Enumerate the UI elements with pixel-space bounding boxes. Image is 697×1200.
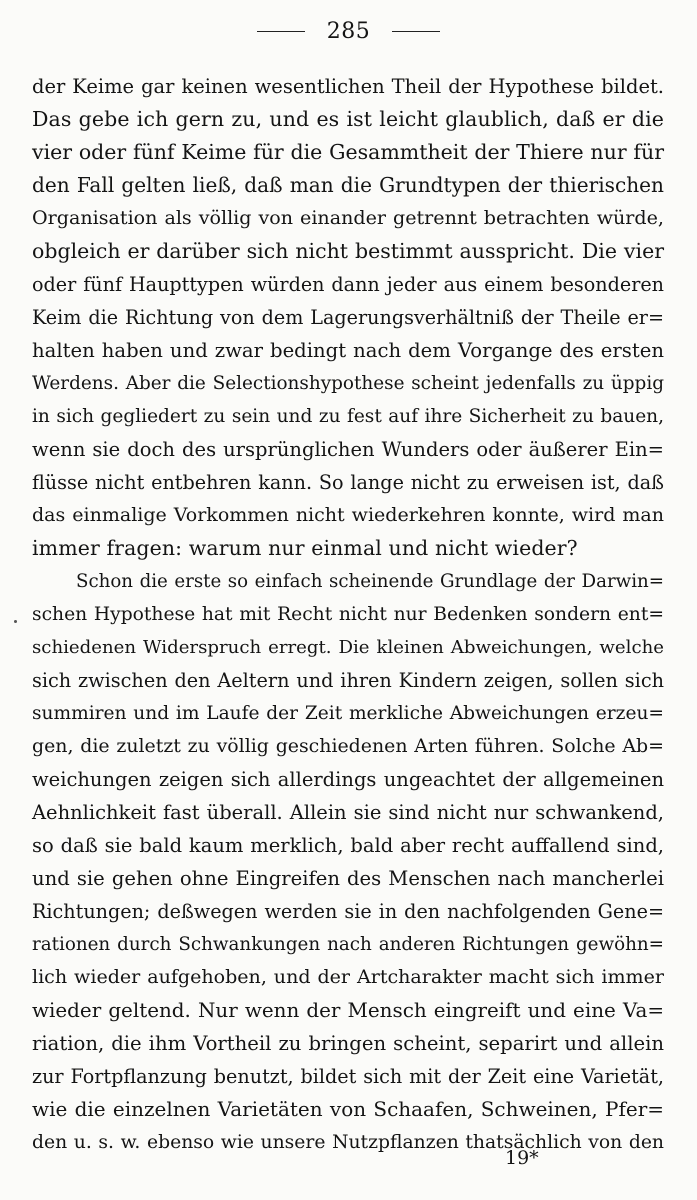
text-line: Keim die Richtung von dem Lagerungsverhältniß der Theile er= [32, 306, 664, 329]
text-line: Organisation als völlig von einander getrennt betrachten würde, [32, 207, 664, 229]
text-line: rationen durch Schwankungen nach anderen Richtungen gewöhn= [32, 934, 664, 955]
paragraph-end-line: immer fragen: warum nur einmal und nicht wieder? [32, 536, 578, 560]
text-line: gen, die zuletzt zu völlig geschiedenen Arten führen. Solche Ab= [32, 735, 664, 757]
text-line: vier oder fünf Keime für die Gesammtheit der Thiere nur für [32, 140, 664, 164]
header-rule-right [392, 31, 440, 32]
text-line: in sich gegliedert zu sein und zu fest auf ihre Sicherheit zu bauen, [32, 406, 664, 427]
text-line: den u. s. w. ebenso wie unsere Nutzpflanzen thatsächlich von den [32, 1132, 664, 1153]
body-text [32, 70, 664, 1159]
text-line: das einmalige Vorkommen nicht wiederkehren konnte, wird man [32, 504, 664, 526]
text-line: zur Fortpflanzung benutzt, bildet sich mit der Zeit eine Varietät, [32, 1065, 664, 1088]
paper-speck [14, 620, 17, 623]
text-line: Aehnlichkeit fast überall. Allein sie sind nicht nur schwankend, [32, 801, 664, 824]
text-line: wenn sie doch des ursprünglichen Wunders oder äußerer Ein= [32, 438, 664, 461]
text-line: summiren und im Laufe der Zeit merkliche Abweichungen erzeu= [32, 703, 664, 724]
text-line: den Fall gelten ließ, daß man die Grundtypen der thierischen [32, 173, 664, 197]
running-header [0, 14, 697, 48]
text-line: und sie gehen ohne Eingreifen des Menschen nach mancherlei [32, 867, 664, 890]
text-line: sich zwischen den Aeltern und ihren Kindern zeigen, sollen sich [32, 669, 664, 692]
text-line: halten haben und zwar bedingt nach dem Vorgange des ersten [32, 339, 664, 362]
page-number: 285 [326, 18, 371, 44]
text-line: Werdens. Aber die Selectionshypothese scheint jedenfalls zu üppig [32, 373, 664, 394]
text-line: Richtungen; deßwegen werden sie in den nachfolgenden Gene= [32, 900, 664, 923]
paragraph-start-line: Schon die erste so einfach scheinende Grundlage der Darwin= [76, 571, 664, 592]
header-rule-left [257, 31, 305, 32]
signature-mark: 19* [505, 1147, 539, 1169]
text-line: so daß sie bald kaum merklich, bald aber recht auffallend sind, [32, 834, 664, 857]
text-line: wieder geltend. Nur wenn der Mensch eingreift und eine Va= [32, 999, 664, 1022]
text-line: der Keime gar keinen wesentlichen Theil der Hypothese bildet. [32, 75, 664, 98]
text-line: oder fünf Haupttypen würden dann jeder aus einem besonderen [32, 273, 664, 296]
text-line: wie die einzelnen Varietäten von Schaafen, Schweinen, Pfer= [32, 1097, 664, 1121]
text-line: obgleich er darüber sich nicht bestimmt ausspricht. Die vier [32, 239, 664, 263]
text-line: schen Hypothese hat mit Recht nicht nur Bedenken sondern ent= [32, 604, 664, 625]
text-line: Das gebe ich gern zu, und es ist leicht glaublich, daß er die [32, 107, 664, 131]
text-line: schiedenen Widerspruch erregt. Die kleinen Abweichungen, welche [32, 637, 664, 658]
text-line: lich wieder aufgehoben, und der Artcharakter macht sich immer [32, 966, 664, 988]
text-line: flüsse nicht entbehren kann. So lange nicht zu erweisen ist, daß [32, 471, 664, 494]
text-line: riation, die ihm Vortheil zu bringen scheint, separirt und allein [32, 1032, 664, 1055]
text-line: weichungen zeigen sich allerdings ungeachtet der allgemeinen [32, 768, 664, 791]
